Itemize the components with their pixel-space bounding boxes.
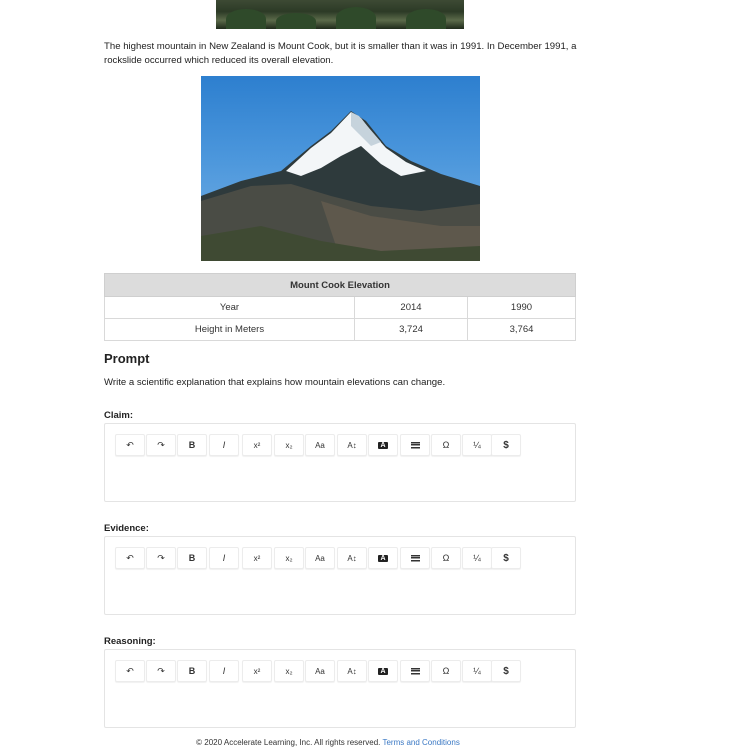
highlight-button[interactable] bbox=[368, 434, 398, 456]
undo-button[interactable]: ↶ bbox=[115, 660, 145, 682]
undo-button[interactable]: ↶ bbox=[115, 547, 145, 569]
superscript-button[interactable]: x² bbox=[242, 660, 272, 682]
redo-button[interactable]: ↷ bbox=[146, 547, 176, 569]
claim-editor[interactable] bbox=[104, 423, 576, 502]
claim-label: Claim: bbox=[104, 410, 134, 421]
table-icon bbox=[411, 442, 420, 449]
highlight-icon: A bbox=[380, 441, 386, 449]
top-photo-crop bbox=[216, 0, 464, 29]
table-title: Mount Cook Elevation bbox=[105, 274, 576, 297]
redo-button[interactable]: ↷ bbox=[146, 660, 176, 682]
line-height-button[interactable]: A↕ bbox=[337, 660, 367, 682]
evidence-label: Evidence: bbox=[104, 523, 149, 534]
fraction-button[interactable]: ¼ bbox=[462, 660, 492, 682]
subscript-button[interactable]: x₂ bbox=[274, 547, 304, 569]
mount-cook-image bbox=[201, 76, 480, 261]
italic-button[interactable]: I bbox=[209, 547, 239, 569]
undo-button[interactable]: ↶ bbox=[115, 434, 145, 456]
line-height-button[interactable]: A↕ bbox=[337, 434, 367, 456]
bold-button[interactable]: B bbox=[177, 434, 207, 456]
font-size-button[interactable]: Aa bbox=[305, 660, 335, 682]
evidence-editor[interactable] bbox=[104, 536, 576, 615]
prompt-text: Write a scientific explanation that explains how mountain elevations can change. bbox=[104, 377, 446, 388]
footer bbox=[0, 738, 656, 747]
redo-button[interactable]: ↷ bbox=[146, 434, 176, 456]
table-row: Year 2014 1990 bbox=[105, 297, 576, 319]
special-char-button[interactable]: Ω bbox=[431, 660, 461, 682]
italic-button[interactable]: I bbox=[209, 434, 239, 456]
highlight-button[interactable] bbox=[368, 660, 398, 682]
highlight-button[interactable] bbox=[368, 547, 398, 569]
font-size-button[interactable]: Aa bbox=[305, 547, 335, 569]
terms-link[interactable]: Terms and Conditions bbox=[382, 738, 460, 747]
subscript-button[interactable]: x₂ bbox=[274, 660, 304, 682]
special-char-button[interactable]: Ω bbox=[431, 434, 461, 456]
table-button[interactable] bbox=[400, 660, 430, 682]
fraction-button[interactable]: ¼ bbox=[462, 547, 492, 569]
prompt-heading: Prompt bbox=[104, 351, 150, 366]
superscript-button[interactable]: x² bbox=[242, 434, 272, 456]
table-icon bbox=[411, 555, 420, 562]
reasoning-label: Reasoning: bbox=[104, 636, 156, 647]
special-char-button[interactable]: Ω bbox=[431, 547, 461, 569]
table-button[interactable] bbox=[400, 547, 430, 569]
dollar-button[interactable]: $ bbox=[491, 434, 521, 456]
table-icon bbox=[411, 668, 420, 675]
italic-button[interactable]: I bbox=[209, 660, 239, 682]
superscript-button[interactable]: x² bbox=[242, 547, 272, 569]
highlight-icon: A bbox=[380, 554, 386, 562]
highlight-icon: A bbox=[380, 667, 386, 675]
copyright-text: © 2020 Accelerate Learning, Inc. All rights reserved. bbox=[196, 738, 381, 747]
table-button[interactable] bbox=[400, 434, 430, 456]
dollar-button[interactable]: $ bbox=[491, 660, 521, 682]
line-height-button[interactable]: A↕ bbox=[337, 547, 367, 569]
font-size-button[interactable]: Aa bbox=[305, 434, 335, 456]
bold-button[interactable]: B bbox=[177, 547, 207, 569]
table-row: Height in Meters 3,724 3,764 bbox=[105, 319, 576, 341]
fraction-button[interactable]: ¼ bbox=[462, 434, 492, 456]
dollar-button[interactable]: $ bbox=[491, 547, 521, 569]
bold-button[interactable]: B bbox=[177, 660, 207, 682]
subscript-button[interactable]: x₂ bbox=[274, 434, 304, 456]
elevation-table bbox=[104, 273, 576, 341]
reasoning-editor[interactable] bbox=[104, 649, 576, 728]
intro-paragraph: The highest mountain in New Zealand is Mount Cook, but it is smaller than it was in 1991. In December 1991, a rockslide occurred which reduced its overall elevation. bbox=[104, 41, 577, 66]
